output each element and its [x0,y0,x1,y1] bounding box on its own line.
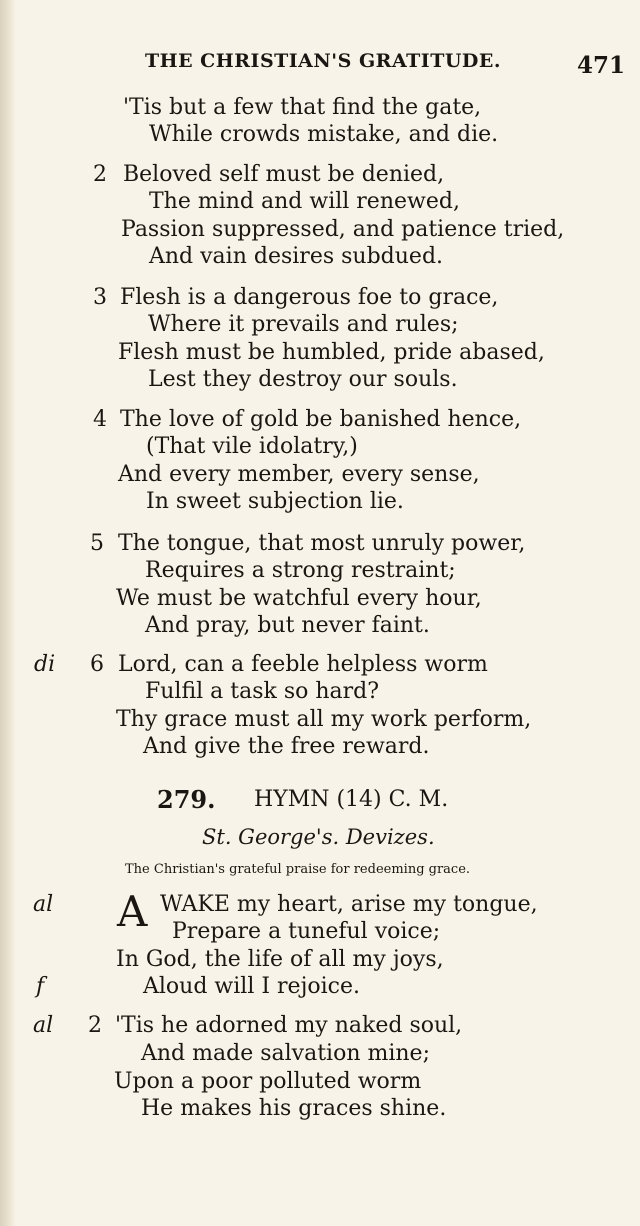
verse-line: Lest they destroy our souls. [148,367,458,392]
verse-line: 'Tis but a few that find the gate, [123,95,482,120]
verse-line: Passion suppressed, and patience tried, [121,217,565,242]
dynamic-mark: al [33,892,54,917]
verse-number: 6 [90,652,104,677]
verse-line: Where it prevails and rules; [148,312,459,337]
verse-line: Beloved self must be denied, [123,162,445,187]
dynamic-mark: di [34,652,56,677]
verse-line: And vain desires subdued. [149,244,444,269]
verse-line: Lord, can a feeble helpless worm [118,652,488,677]
verse-line: Aloud will I rejoice. [143,974,361,999]
verse-line: In sweet subjection lie. [146,489,404,514]
verse-line: We must be watchful every hour, [116,586,482,611]
running-title: THE CHRISTIAN'S GRATITUDE. [145,50,501,72]
verse-line: Thy grace must all my work perform, [116,707,532,732]
verse-line: Fulfil a task so hard? [145,679,380,704]
verse-line: Flesh is a dangerous foe to grace, [120,285,499,310]
verse-line: The mind and will renewed, [149,189,460,214]
hymn-meter-label: HYMN (14) C. M. [254,787,449,812]
verse-line: Upon a poor polluted worm [114,1069,422,1094]
drop-cap: A [117,887,148,936]
verse-number: 5 [90,531,104,556]
verse-line: While crowds mistake, and die. [149,122,499,147]
verse-line: Flesh must be humbled, pride abased, [118,340,545,365]
dynamic-mark: f [36,974,45,999]
verse-line: (That vile idolatry,) [146,434,358,459]
verse-line: 'Tis he adorned my naked soul, [115,1013,463,1038]
hymn-number: 279. [157,785,216,814]
verse-number: 2 [88,1013,102,1038]
hymn-subtitle: The Christian's grateful praise for redeeming grace. [125,862,471,877]
verse-line: Requires a strong restraint; [145,558,456,583]
verse-line: Prepare a tuneful voice; [172,919,441,944]
verse-line: And made salvation mine; [141,1041,430,1066]
verse-line: In God, the life of all my joys, [116,947,444,972]
verse-number: 2 [93,162,107,187]
page-number: 471 [577,52,626,79]
verse-line: WAKE my heart, arise my tongue, [160,892,538,917]
verse-line: And give the free reward. [143,734,430,759]
verse-line: And every member, every sense, [118,462,480,487]
verse-line: The love of gold be banished hence, [120,407,522,432]
verse-line: And pray, but never faint. [145,613,430,638]
tune-names: St. George's. Devizes. [202,825,435,849]
verse-line: He makes his graces shine. [141,1096,447,1121]
verse-number: 4 [93,407,107,432]
verse-number: 3 [93,285,107,310]
verse-line: The tongue, that most unruly power, [118,531,526,556]
dynamic-mark: al [33,1013,54,1038]
